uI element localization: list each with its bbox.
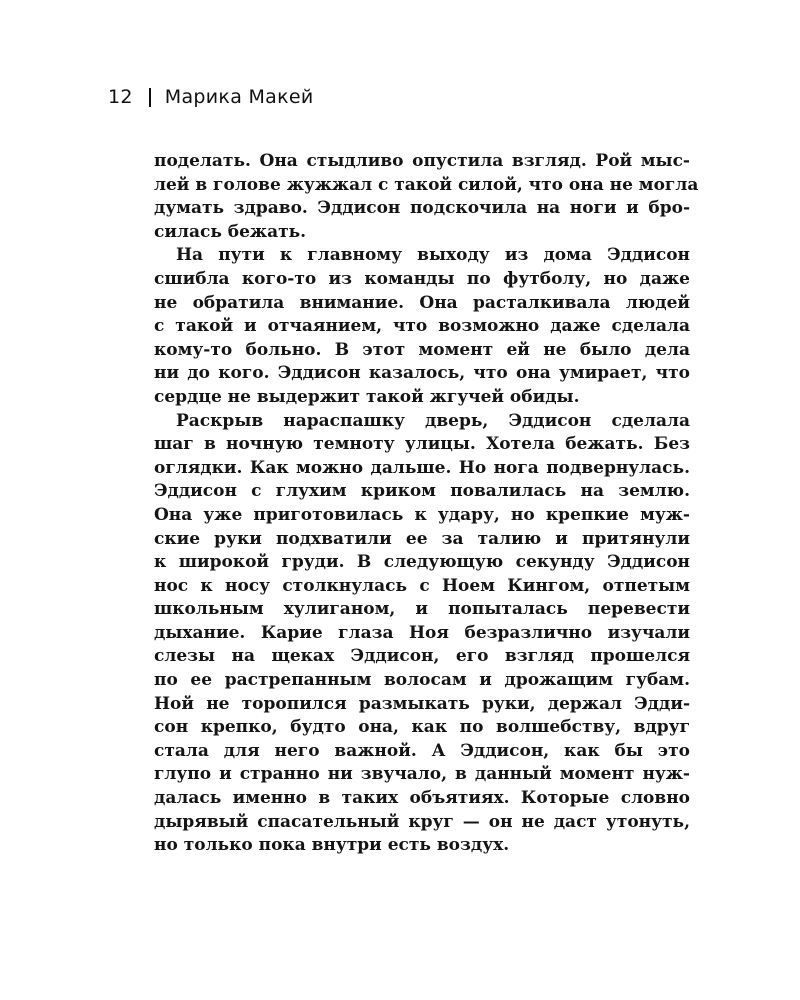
page-number: 12: [108, 86, 133, 108]
text-line: школьным хулиганом, и попыталась перевести: [154, 599, 690, 620]
text-line: Ной не торопился размыкать руки, держал Эдди-: [154, 693, 690, 714]
author-name: Марика Макей: [164, 86, 314, 108]
text-line: оглядки. Как можно дальше. Но нога подвернулась.: [154, 457, 690, 478]
text-line: думать здраво. Эддисон подскочила на ноги и бро-: [154, 198, 690, 219]
text-line: сердце не выдержит такой жгучей обиды.: [154, 386, 580, 407]
text-line: слезы на щеках Эддисон, его взгляд прошелся: [154, 646, 690, 667]
text-line: глупо и странно ни звучало, в данный момент нуж-: [154, 764, 690, 785]
text-line: Она уже приготовилась к удару, но крепкие муж-: [154, 504, 690, 525]
text-line: стала для него важной. А Эддисон, как бы это: [154, 740, 690, 761]
text-line: кому-то больно. В этот момент ей не было дела: [154, 339, 690, 360]
text-line: Эддисон с глухим криком повалилась на землю.: [154, 481, 690, 502]
text-line: поделать. Она стыдливо опустила взгляд. Рой мыс-: [154, 151, 690, 171]
text-line: с такой и отчаянием, что возможно даже сделала: [154, 316, 690, 337]
header-separator: [149, 88, 151, 107]
text-line: Раскрыв нараспашку дверь, Эддисон сделала: [176, 410, 690, 431]
text-line: нос к носу столкнулась с Ноем Кингом, отпетым: [154, 575, 690, 596]
text-line: сшибла кого-то из команды по футболу, но даже: [154, 268, 690, 289]
text-line: ни до кого. Эддисон казалось, что она умирает, что: [154, 363, 690, 384]
text-line: силась бежать.: [154, 221, 307, 242]
body-text: [154, 150, 699, 858]
running-header: [108, 84, 314, 110]
text-line: дыхание. Карие глаза Ноя безразлично изучали: [154, 622, 690, 643]
text-line: лей в голове жужжал с такой силой, что она не могла: [154, 174, 699, 195]
text-line: шаг в ночную темноту улицы. Хотела бежать. Без: [154, 434, 690, 455]
text-line: дырявый спасательный круг — он не даст утонуть,: [154, 811, 690, 832]
text-line: к широкой груди. В следующую секунду Эддисон: [154, 552, 690, 573]
text-line: по ее растрепанным волосам и дрожащим губам.: [154, 670, 690, 691]
text-line: но только пока внутри есть воздух.: [154, 835, 510, 856]
text-line: ские руки подхватили ее за талию и притянули: [154, 528, 690, 549]
text-line: На пути к главному выходу из дома Эддисон: [176, 245, 690, 266]
text-line: сон крепко, будто она, как по волшебству, вдруг: [154, 717, 690, 738]
text-line: далась именно в таких объятиях. Которые словно: [154, 788, 690, 809]
text-line: не обратила внимание. Она расталкивала людей: [154, 292, 690, 313]
